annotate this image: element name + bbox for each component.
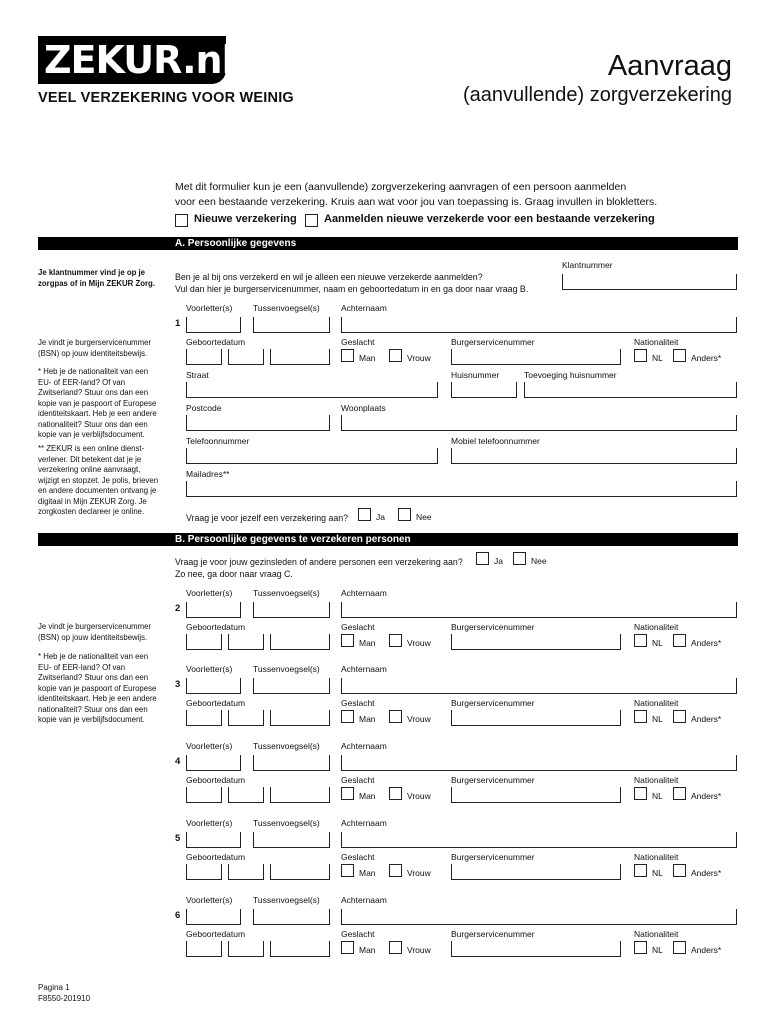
person-4-surname-label: Achternaam xyxy=(341,741,387,751)
person-1-number: 1 xyxy=(175,318,181,329)
person-5-female-checkbox[interactable] xyxy=(389,864,402,877)
person-5-birth-day-field[interactable] xyxy=(186,864,222,880)
person-6-birth-year-field[interactable] xyxy=(270,941,330,957)
person-6-female-label: Vrouw xyxy=(407,945,431,955)
mobile-label: Mobiel telefoonnummer xyxy=(451,436,540,446)
new-insurance-checkbox[interactable] xyxy=(175,214,188,227)
person-2-birth-year-field[interactable] xyxy=(270,634,330,650)
side-note-online: ** ZEKUR is een online dienst-verlener. Dit betekent dat je je verzekering online aanvraagt, wijzigt en stopzet. Je polis, brieven en andere documenten ontvang je digitaal in Mijn ZEKUR Zorg. Je zorgkosten declareer je online. xyxy=(38,444,159,516)
person-1-initials-label: Voorletter(s) xyxy=(186,303,233,313)
intro-line-2: voor een bestaande verzekering. Kruis aan wat voor jou van toepassing is. Graag invullen in blokletters. xyxy=(175,196,658,208)
person-4-male-checkbox[interactable] xyxy=(341,787,354,800)
person-5-initials-field[interactable] xyxy=(186,832,241,848)
person-1-nl-checkbox[interactable] xyxy=(634,349,647,362)
section-a-bar xyxy=(38,237,738,250)
person-3-surname-field[interactable] xyxy=(341,678,737,694)
person-5-gender-label: Geslacht xyxy=(341,852,375,862)
person-6-nl-label: NL xyxy=(652,945,663,955)
person-6-other-checkbox[interactable] xyxy=(673,941,686,954)
person-2-birthdate-label: Geboortedatum xyxy=(186,622,246,632)
insure-self-yes-checkbox[interactable] xyxy=(358,508,371,521)
person-6-female-checkbox[interactable] xyxy=(389,941,402,954)
new-insurance-label: Nieuwe verzekering xyxy=(194,213,297,225)
person-2-initials-field[interactable] xyxy=(186,602,241,618)
section-b-yes-checkbox[interactable] xyxy=(476,552,489,565)
person-1-bsn-field[interactable] xyxy=(451,349,621,365)
person-2-surname-field[interactable] xyxy=(341,602,737,618)
person-1-other-checkbox[interactable] xyxy=(673,349,686,362)
side-note-nationality: * Heb je de nationaliteit van een EU- of EER-land? Of van Zwitserland? Stuur ons dan een kopie van je paspoort of Europese identiteitskaart. Heb je een andere nationaliteit? Stuur ons dan een kopie van je verblijfsdocument. xyxy=(38,367,157,439)
person-5-other-checkbox[interactable] xyxy=(673,864,686,877)
person-1-male-checkbox[interactable] xyxy=(341,349,354,362)
person-1-bsn-label: Burgerservicenummer xyxy=(451,337,535,347)
insure-self-no-label: Nee xyxy=(416,512,432,522)
footer xyxy=(38,982,90,1004)
intro-text xyxy=(175,180,695,210)
person-5-prefix-label: Tussenvoegsel(s) xyxy=(253,818,320,828)
person-2-birth-day-field[interactable] xyxy=(186,634,222,650)
person-5-surname-label: Achternaam xyxy=(341,818,387,828)
section-a-title: A. Persoonlijke gegevens xyxy=(175,238,297,249)
tagline: VEEL VERZEKERING VOOR WEINIG xyxy=(38,90,294,106)
person-6-surname-label: Achternaam xyxy=(341,895,387,905)
person-6-gender-label: Geslacht xyxy=(341,929,375,939)
person-1-birth-month-field[interactable] xyxy=(228,349,264,365)
person-1-initials-field[interactable] xyxy=(186,317,241,333)
person-3-other-label: Anders* xyxy=(691,714,722,724)
person-1-male-label: Man xyxy=(359,353,376,363)
person-3-bsn-label: Burgerservicenummer xyxy=(451,698,535,708)
person-4-nationality-label: Nationaliteit xyxy=(634,775,679,785)
person-6-prefix-field[interactable] xyxy=(253,909,330,925)
person-4-other-checkbox[interactable] xyxy=(673,787,686,800)
person-2-nationality-label: Nationaliteit xyxy=(634,622,679,632)
person-2-gender-label: Geslacht xyxy=(341,622,375,632)
person-2-female-label: Vrouw xyxy=(407,638,431,648)
house-number-field[interactable] xyxy=(451,382,517,398)
person-4-female-label: Vrouw xyxy=(407,791,431,801)
phone-field[interactable] xyxy=(186,448,438,464)
person-4-gender-label: Geslacht xyxy=(341,775,375,785)
person-2-surname-label: Achternaam xyxy=(341,588,387,598)
person-5-other-label: Anders* xyxy=(691,868,722,878)
person-3-initials-label: Voorletter(s) xyxy=(186,664,233,674)
person-3-prefix-label: Tussenvoegsel(s) xyxy=(253,664,320,674)
person-5-number: 5 xyxy=(175,833,181,844)
person-3-male-checkbox[interactable] xyxy=(341,710,354,723)
insure-self-question: Vraag je voor jezelf een verzekering aan? xyxy=(186,513,349,523)
person-1-birthdate-label: Geboortedatum xyxy=(186,337,246,347)
city-field[interactable] xyxy=(341,415,737,431)
person-6-initials-label: Voorletter(s) xyxy=(186,895,233,905)
side-note-b-nationality: * Heb je de nationaliteit van een EU- of EER-land? Of van Zwitserland? Stuur ons dan een kopie van je paspoort of Europese identiteitskaart. Heb je een andere nationaliteit? Stuur ons dan een kopie van je verblijfsdocument. xyxy=(38,652,157,724)
form-subtitle: (aanvullende) zorgverzekering xyxy=(462,84,732,106)
person-2-male-label: Man xyxy=(359,638,376,648)
person-5-nl-checkbox[interactable] xyxy=(634,864,647,877)
street-field[interactable] xyxy=(186,382,438,398)
person-6-nl-checkbox[interactable] xyxy=(634,941,647,954)
person-3-birth-day-field[interactable] xyxy=(186,710,222,726)
person-3-surname-label: Achternaam xyxy=(341,664,387,674)
person-1-prefix-label: Tussenvoegsel(s) xyxy=(253,303,320,313)
person-1-surname-field[interactable] xyxy=(341,317,737,333)
person-6-birthdate-label: Geboortedatum xyxy=(186,929,246,939)
person-4-bsn-label: Burgerservicenummer xyxy=(451,775,535,785)
person-4-number: 4 xyxy=(175,756,181,767)
side-note-klantnummer: Je klantnummer vind je op je zorgpas of in Mijn ZEKUR Zorg. xyxy=(38,268,155,288)
person-2-male-checkbox[interactable] xyxy=(341,634,354,647)
person-6-birth-day-field[interactable] xyxy=(186,941,222,957)
person-3-nationality-label: Nationaliteit xyxy=(634,698,679,708)
form-code: F8550-201910 xyxy=(38,994,91,1003)
person-6-nationality-label: Nationaliteit xyxy=(634,929,679,939)
person-3-gender-label: Geslacht xyxy=(341,698,375,708)
person-6-initials-field[interactable] xyxy=(186,909,241,925)
person-6-bsn-label: Burgerservicenummer xyxy=(451,929,535,939)
person-4-surname-field[interactable] xyxy=(341,755,737,771)
person-4-initials-field[interactable] xyxy=(186,755,241,771)
person-3-other-checkbox[interactable] xyxy=(673,710,686,723)
section-a-question: Ben je al bij ons verzekerd en wil je alleen een nieuwe verzekerde aanmelden? Vul dan hier je burgerservicenummer, naam en geboortedatum in en ga door naar vraag B. xyxy=(175,272,529,294)
person-4-bsn-field[interactable] xyxy=(451,787,621,803)
person-6-birth-month-field[interactable] xyxy=(228,941,264,957)
person-1-female-label: Vrouw xyxy=(407,353,431,363)
person-4-birthdate-label: Geboortedatum xyxy=(186,775,246,785)
person-4-nl-checkbox[interactable] xyxy=(634,787,647,800)
person-1-female-checkbox[interactable] xyxy=(389,349,402,362)
side-note-bsn: Je vindt je burgerservicenummer (BSN) op jouw identiteitsbewijs. xyxy=(38,338,152,358)
person-2-nl-label: NL xyxy=(652,638,663,648)
email-field[interactable] xyxy=(186,481,737,497)
person-4-nl-label: NL xyxy=(652,791,663,801)
street-label: Straat xyxy=(186,370,209,380)
person-2-bsn-label: Burgerservicenummer xyxy=(451,622,535,632)
person-1-surname-label: Achternaam xyxy=(341,303,387,313)
person-5-bsn-label: Burgerservicenummer xyxy=(451,852,535,862)
person-3-birth-month-field[interactable] xyxy=(228,710,264,726)
postcode-field[interactable] xyxy=(186,415,330,431)
person-2-number: 2 xyxy=(175,603,181,614)
person-1-other-label: Anders* xyxy=(691,353,722,363)
person-3-initials-field[interactable] xyxy=(186,678,241,694)
person-1-prefix-field[interactable] xyxy=(253,317,330,333)
section-b-no-checkbox[interactable] xyxy=(513,552,526,565)
person-5-male-checkbox[interactable] xyxy=(341,864,354,877)
person-2-initials-label: Voorletter(s) xyxy=(186,588,233,598)
person-1-nl-label: NL xyxy=(652,353,663,363)
person-5-female-label: Vrouw xyxy=(407,868,431,878)
person-4-initials-label: Voorletter(s) xyxy=(186,741,233,751)
person-2-other-label: Anders* xyxy=(691,638,722,648)
form-title: Aanvraag xyxy=(607,50,732,82)
person-4-prefix-label: Tussenvoegsel(s) xyxy=(253,741,320,751)
person-3-prefix-field[interactable] xyxy=(253,678,330,694)
person-3-birth-year-field[interactable] xyxy=(270,710,330,726)
side-note-b-bsn: Je vindt je burgerservicenummer (BSN) op jouw identiteitsbewijs. xyxy=(38,622,152,642)
person-5-birth-year-field[interactable] xyxy=(270,864,330,880)
person-3-birthdate-label: Geboortedatum xyxy=(186,698,246,708)
person-6-other-label: Anders* xyxy=(691,945,722,955)
person-3-nl-label: NL xyxy=(652,714,663,724)
person-3-number: 3 xyxy=(175,679,181,690)
house-number-label: Huisnummer xyxy=(451,370,500,380)
mobile-field[interactable] xyxy=(451,448,737,464)
page-number: Pagina 1 xyxy=(38,983,70,992)
person-5-initials-label: Voorletter(s) xyxy=(186,818,233,828)
person-4-female-checkbox[interactable] xyxy=(389,787,402,800)
person-1-birth-day-field[interactable] xyxy=(186,349,222,365)
person-2-other-checkbox[interactable] xyxy=(673,634,686,647)
person-4-birth-day-field[interactable] xyxy=(186,787,222,803)
section-b-bar xyxy=(38,533,738,546)
person-6-bsn-field[interactable] xyxy=(451,941,621,957)
insure-self-yes-label: Ja xyxy=(376,512,385,522)
section-b-no-label: Nee xyxy=(531,556,547,566)
insure-self-no-checkbox[interactable] xyxy=(398,508,411,521)
klantnummer-label: Klantnummer xyxy=(562,260,613,270)
person-1-birth-year-field[interactable] xyxy=(270,349,330,365)
add-insured-checkbox[interactable] xyxy=(305,214,318,227)
person-5-male-label: Man xyxy=(359,868,376,878)
person-2-bsn-field[interactable] xyxy=(451,634,621,650)
person-5-surname-field[interactable] xyxy=(341,832,737,848)
person-6-prefix-label: Tussenvoegsel(s) xyxy=(253,895,320,905)
person-1-gender-label: Geslacht xyxy=(341,337,375,347)
person-2-female-checkbox[interactable] xyxy=(389,634,402,647)
person-2-prefix-field[interactable] xyxy=(253,602,330,618)
intro-line-1: Met dit formulier kun je een (aanvullende) zorgverzekering aanvragen of een persoon aanmelden xyxy=(175,181,627,193)
person-5-prefix-field[interactable] xyxy=(253,832,330,848)
person-5-nationality-label: Nationaliteit xyxy=(634,852,679,862)
person-2-prefix-label: Tussenvoegsel(s) xyxy=(253,588,320,598)
city-label: Woonplaats xyxy=(341,403,386,413)
person-5-birth-month-field[interactable] xyxy=(228,864,264,880)
person-5-bsn-field[interactable] xyxy=(451,864,621,880)
section-b-yes-label: Ja xyxy=(494,556,503,566)
person-6-number: 6 xyxy=(175,910,181,921)
person-2-nl-checkbox[interactable] xyxy=(634,634,647,647)
person-4-prefix-field[interactable] xyxy=(253,755,330,771)
person-4-birth-month-field[interactable] xyxy=(228,787,264,803)
person-3-male-label: Man xyxy=(359,714,376,724)
person-4-other-label: Anders* xyxy=(691,791,722,801)
email-label: Mailadres** xyxy=(186,469,230,479)
person-2-birth-month-field[interactable] xyxy=(228,634,264,650)
person-3-female-label: Vrouw xyxy=(407,714,431,724)
person-6-male-label: Man xyxy=(359,945,376,955)
person-3-female-checkbox[interactable] xyxy=(389,710,402,723)
postcode-label: Postcode xyxy=(186,403,222,413)
person-6-surname-field[interactable] xyxy=(341,909,737,925)
house-addition-field[interactable] xyxy=(524,382,737,398)
section-b-question: Vraag je voor jouw gezinsleden of andere personen een verzekering aan? Zo nee, ga door naar vraag C. xyxy=(175,557,463,579)
person-4-birth-year-field[interactable] xyxy=(270,787,330,803)
section-b-title: B. Persoonlijke gegevens te verzekeren personen xyxy=(175,534,411,545)
person-1-nationality-label: Nationaliteit xyxy=(634,337,679,347)
person-5-birthdate-label: Geboortedatum xyxy=(186,852,246,862)
person-6-male-checkbox[interactable] xyxy=(341,941,354,954)
klantnummer-field[interactable] xyxy=(562,274,737,290)
phone-label: Telefoonnummer xyxy=(186,436,250,446)
house-addition-label: Toevoeging huisnummer xyxy=(524,370,617,380)
person-4-male-label: Man xyxy=(359,791,376,801)
person-5-nl-label: NL xyxy=(652,868,663,878)
zekur-logo: ZEKUR.nl xyxy=(38,36,226,84)
person-3-bsn-field[interactable] xyxy=(451,710,621,726)
person-3-nl-checkbox[interactable] xyxy=(634,710,647,723)
add-insured-label: Aanmelden nieuwe verzekerde voor een bestaande verzekering xyxy=(324,213,655,225)
